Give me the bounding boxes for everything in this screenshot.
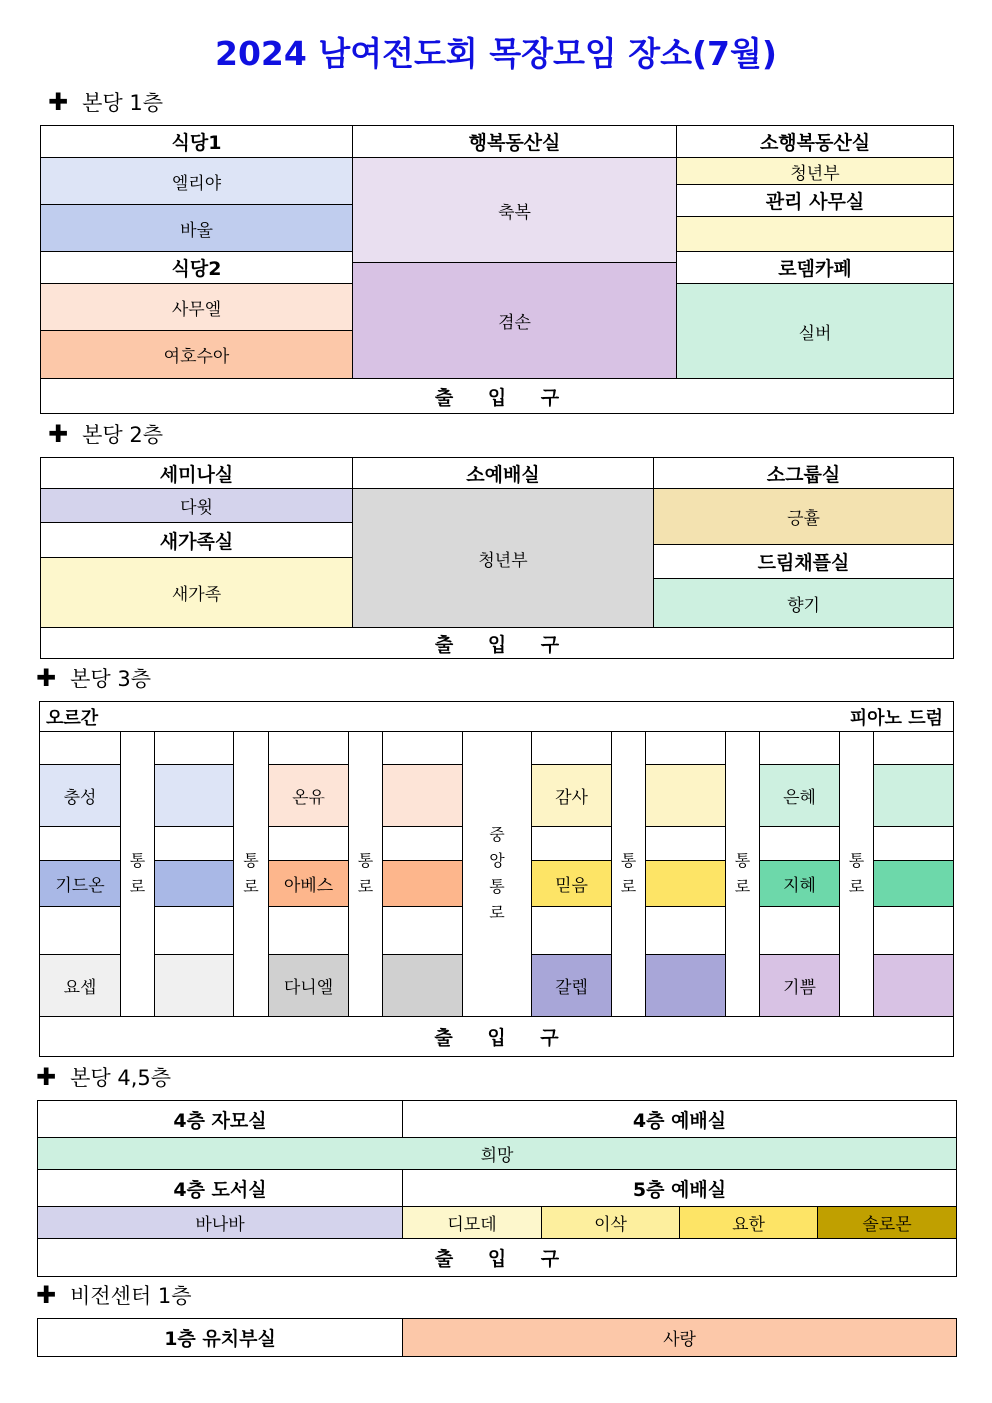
group-cell: 긍휼	[653, 488, 954, 545]
entrance: 출 입 구	[40, 627, 954, 659]
seat-cell	[154, 826, 234, 861]
aisle	[725, 731, 760, 1017]
group-cell: 솔로몬	[817, 1206, 957, 1239]
seat-cell	[645, 906, 726, 955]
aisle-char: 로	[848, 877, 865, 896]
aisle-char: 통	[620, 851, 637, 870]
group-cell: 아베스	[268, 860, 349, 907]
group-cell: 감사	[531, 764, 612, 827]
room-header: 로뎀카페	[676, 251, 954, 284]
seat-cell	[268, 826, 349, 861]
room-header: 식당1	[40, 125, 353, 158]
group-cell: 디모데	[402, 1206, 542, 1239]
center-aisle	[462, 731, 532, 1017]
vision-heading	[36, 1281, 192, 1309]
seat-cell	[154, 764, 234, 827]
vision-table	[37, 1318, 957, 1357]
aisle-char: 통	[243, 851, 259, 870]
room-header: 소그룹실	[653, 457, 954, 489]
seat-cell	[759, 826, 840, 861]
aisle-char: 통	[129, 851, 146, 870]
seat-cell	[645, 731, 726, 765]
seat-cell	[39, 906, 121, 955]
group-cell: 엘리야	[40, 157, 353, 205]
seat-cell	[645, 826, 726, 861]
group-cell: 기쁨	[759, 954, 840, 1017]
group-cell: 청년부	[352, 488, 654, 628]
vision-heading-text: 비전센터 1층	[70, 1284, 192, 1308]
room-header: 세미나실	[40, 457, 353, 489]
floor1-table	[40, 125, 954, 414]
group-cell: 충성	[39, 764, 121, 827]
floor2-heading	[48, 420, 163, 448]
aisle-char: 로	[243, 877, 259, 896]
seat-cell	[382, 906, 463, 955]
seat-cell	[382, 860, 463, 907]
floor2-heading-text: 본당 2층	[82, 423, 164, 447]
group-cell: 희망	[37, 1137, 957, 1170]
group-cell: 다윗	[40, 488, 353, 523]
aisle	[839, 731, 874, 1017]
seat-cell	[759, 731, 840, 765]
group-cell: 지혜	[759, 860, 840, 907]
room-header: 소예배실	[352, 457, 654, 489]
seat-cell	[154, 731, 234, 765]
group-cell: 기드온	[39, 860, 121, 907]
floor1-heading-text: 본당 1층	[82, 91, 164, 115]
seat-cell	[382, 764, 463, 827]
seat-cell	[382, 731, 463, 765]
group-cell: 믿음	[531, 860, 612, 907]
group-cell: 실버	[676, 283, 954, 379]
entrance: 출 입 구	[40, 378, 954, 414]
seat-cell	[39, 731, 121, 765]
group-cell: 여호수아	[40, 330, 353, 379]
plus-icon: ✚	[48, 420, 69, 448]
floor3-heading-text: 본당 3층	[70, 667, 152, 691]
aisle-char: 로	[129, 877, 146, 896]
aisle-char: 로	[489, 903, 505, 922]
floor45-heading-text: 본당 4,5층	[70, 1066, 172, 1090]
aisle-char: 앙	[489, 851, 505, 870]
group-cell-empty	[676, 216, 954, 252]
seat-cell	[268, 906, 349, 955]
entrance: 출 입 구	[37, 1238, 957, 1277]
aisle-char: 로	[620, 877, 637, 896]
group-cell: 요한	[679, 1206, 818, 1239]
plus-icon: ✚	[36, 664, 57, 692]
seat-cell	[873, 954, 954, 1017]
aisle	[348, 731, 383, 1017]
group-cell: 축복	[352, 157, 677, 263]
group-cell: 요셉	[39, 954, 121, 1017]
aisle-char: 통	[734, 851, 751, 870]
seat-cell	[39, 826, 121, 861]
seat-cell	[154, 954, 234, 1017]
floor45-table	[37, 1100, 957, 1277]
group-cell: 온유	[268, 764, 349, 827]
seat-cell	[645, 954, 726, 1017]
seat-cell	[645, 860, 726, 907]
aisle	[611, 731, 646, 1017]
aisle-char: 통	[357, 851, 374, 870]
seat-cell	[268, 731, 349, 765]
aisle	[233, 731, 269, 1017]
aisle-char: 통	[848, 851, 865, 870]
seat-cell	[531, 731, 612, 765]
group-cell: 갈렙	[531, 954, 612, 1017]
group-cell: 다니엘	[268, 954, 349, 1017]
group-cell: 새가족	[40, 557, 353, 628]
floor3-table	[39, 701, 954, 1057]
seat-cell	[531, 826, 612, 861]
plus-icon: ✚	[36, 1281, 57, 1309]
room-header: 행복동산실	[352, 125, 677, 158]
aisle-char: 중	[489, 825, 505, 844]
seat-cell	[154, 860, 234, 907]
group-cell: 향기	[653, 578, 954, 628]
seat-cell	[873, 860, 954, 907]
aisle-char: 로	[734, 877, 751, 896]
aisle-char: 로	[357, 877, 374, 896]
group-cell: 바나바	[37, 1206, 403, 1239]
aisle	[120, 731, 155, 1017]
room-header: 새가족실	[40, 522, 353, 558]
page-title: 2024 남여전도회 목장모임 장소(7월)	[215, 34, 777, 73]
seat-cell	[873, 731, 954, 765]
seat-cell	[382, 826, 463, 861]
room-header: 4층 도서실	[37, 1169, 403, 1207]
room-header: 드림채플실	[653, 544, 954, 579]
plus-icon: ✚	[36, 1063, 57, 1091]
group-cell: 이삭	[541, 1206, 680, 1239]
floor45-heading	[36, 1063, 171, 1091]
seat-cell	[531, 906, 612, 955]
floor3-heading	[36, 664, 151, 692]
room-header: 4층 자모실	[37, 1100, 403, 1138]
group-cell: 은혜	[759, 764, 840, 827]
piano-drum-label: 피아노 드럼	[849, 708, 943, 729]
group-cell: 겸손	[352, 262, 677, 379]
seat-cell	[382, 954, 463, 1017]
group-cell: 바울	[40, 204, 353, 252]
aisle-char: 통	[489, 877, 505, 896]
group-cell: 청년부	[676, 157, 954, 185]
room-header: 4층 예배실	[402, 1100, 957, 1138]
room-header: 5층 예배실	[402, 1169, 957, 1207]
organ-label: 오르간	[46, 708, 99, 729]
group-cell: 사랑	[402, 1318, 957, 1357]
room-header: 식당2	[40, 251, 353, 284]
room-header: 소행복동산실	[676, 125, 954, 158]
seat-cell	[759, 906, 840, 955]
stage-row	[39, 701, 954, 732]
group-cell: 사무엘	[40, 283, 353, 331]
entrance: 출 입 구	[39, 1016, 954, 1057]
seat-cell	[645, 764, 726, 827]
seat-cell	[873, 906, 954, 955]
room-header: 1층 유치부실	[37, 1318, 403, 1357]
floor2-table	[40, 457, 954, 659]
room-header: 관리 사무실	[676, 184, 954, 217]
seat-cell	[873, 826, 954, 861]
seat-cell	[873, 764, 954, 827]
floor1-heading	[48, 88, 163, 116]
seat-cell	[154, 906, 234, 955]
plus-icon: ✚	[48, 88, 69, 116]
